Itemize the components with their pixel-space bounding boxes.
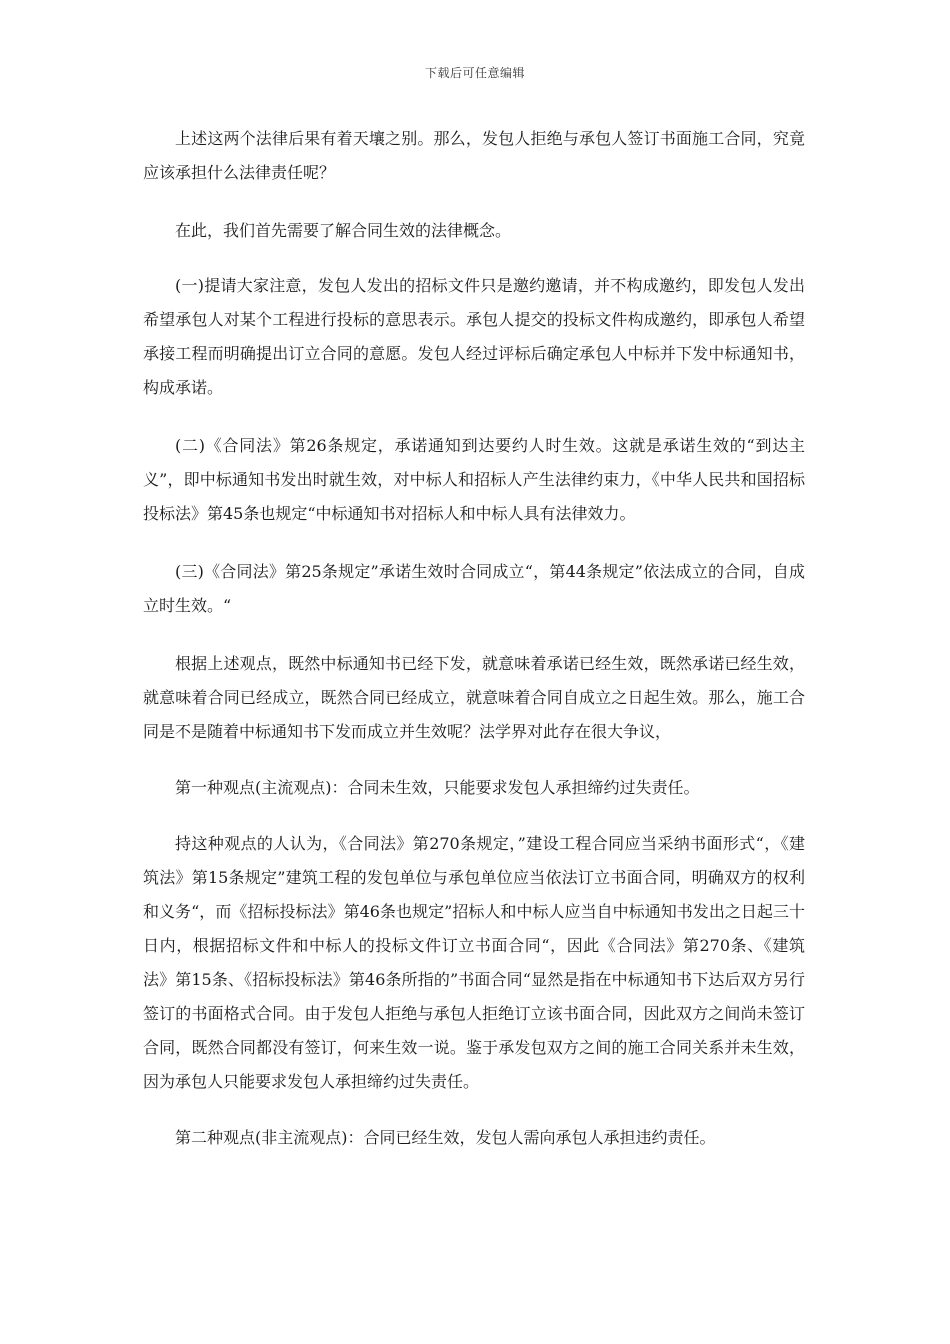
paragraph-analysis: 根据上述观点，既然中标通知书已经下发，就意味着承诺已经生效，既然承诺已经生效，就意味着合同已经成立，既然合同已经成立，就意味着合同自成立之日起生效。那么，施工合同是不是随着中标通知书下发而成立并生效呢？法学界对此存在很大争议， bbox=[143, 654, 805, 741]
paragraph-point-three: (三)《合同法》第25条规定”承诺生效时合同成立“，第44条规定”依法成立的合同，自成立时生效。“ bbox=[143, 562, 805, 615]
paragraph-point-two: (二)《合同法》第26条规定，承诺通知到达要约人时生效。这就是承诺生效的“到达主义”，即中标通知书发出时就生效，对中标人和招标人产生法律约束力，《中华人民共和国招标投标法》第45条也规定“中标通知书对招标人和中标人具有法律效力。 bbox=[143, 436, 805, 523]
paragraph-view-one-heading: 第一种观点(主流观点)：合同未生效，只能要求发包人承担缔约过失责任。 bbox=[175, 778, 700, 797]
page-header-note: 下载后可任意编辑 bbox=[424, 66, 525, 80]
paragraph-point-one: (一)提请大家注意，发包人发出的招标文件只是邀约邀请，并不构成邀约，即发包人发出希望承包人对某个工程进行投标的意思表示。承包人提交的投标文件构成邀约，即承包人希望承接工程而明确提出订立合同的意愿。发包人经过评标后确定承包人中标并下发中标通知书，构成承诺。 bbox=[143, 276, 805, 397]
document-body bbox=[143, 122, 805, 1178]
paragraph-view-one-body: 持这种观点的人认为，《合同法》第270条规定，”建设工程合同应当采纳书面形式“，《建筑法》第15条规定”建筑工程的发包单位与承包单位应当依法订立书面合同，明确双方的权利和义务“，而《招标投标法》第46条也规定”招标人和中标人应当自中标通知书发出之日起三十日内，根据招标文件和中标人的投标文件订立书面合同“，因此《合同法》第270条、《建筑法》第15条、《招标投标法》第46条所指的”书面合同“显然是指在中标通知书下达后双方另行签订的书面格式合同。由于发包人拒绝与承包人拒绝订立该书面合同，因此双方之间尚未签订合同，既然合同都没有签订，何来生效一说。鉴于承发包双方之间的施工合同关系并未生效，因为承包人只能要求发包人承担缔约过失责任。 bbox=[143, 834, 805, 1091]
paragraph-intro: 上述这两个法律后果有着天壤之别。那么，发包人拒绝与承包人签订书面施工合同，究竟应该承担什么法律责任呢？ bbox=[143, 129, 805, 182]
paragraph-concept: 在此，我们首先需要了解合同生效的法律概念。 bbox=[175, 221, 512, 240]
paragraph-view-two-heading: 第二种观点(非主流观点)：合同已经生效，发包人需向承包人承担违约责任。 bbox=[175, 1128, 716, 1147]
